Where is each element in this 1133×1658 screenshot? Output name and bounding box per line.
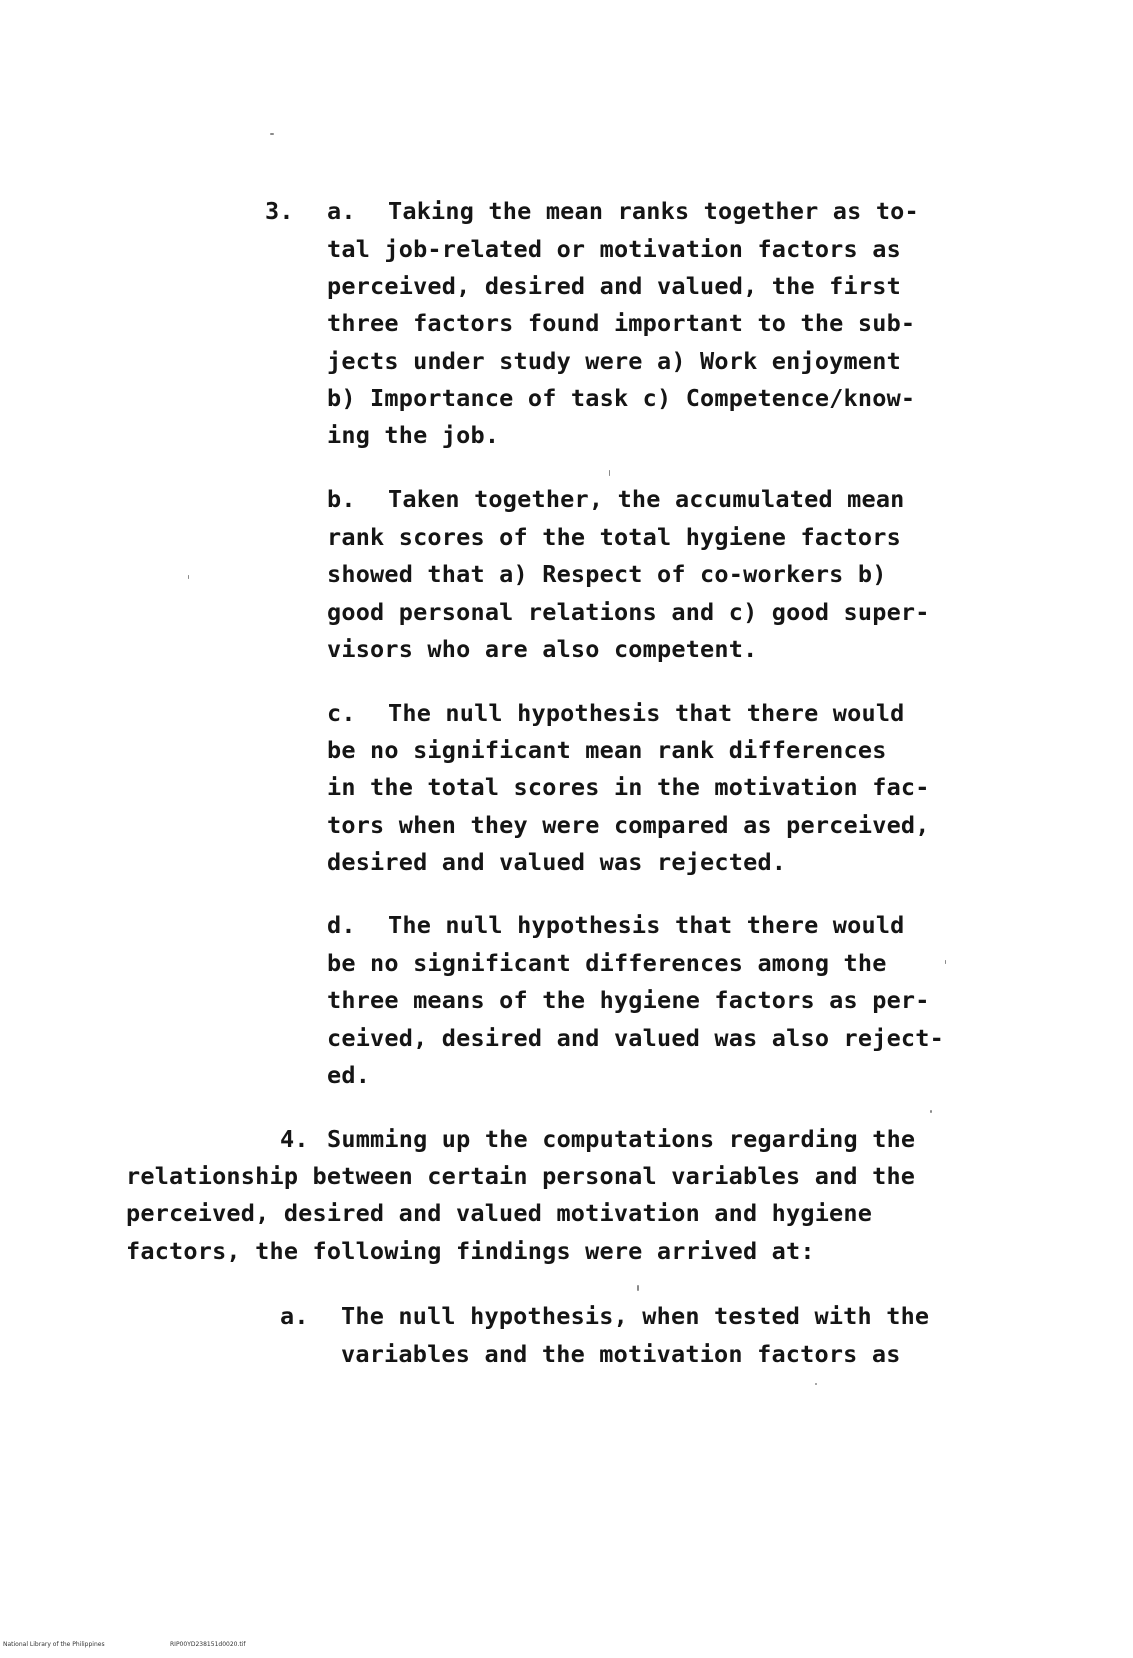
footer-library-name: National Library of the Philippines <box>3 1641 105 1648</box>
sub-item-letter: a. <box>280 1302 309 1330</box>
paragraph-line: good personal relations and c) good super- <box>327 598 930 626</box>
paragraph-line: perceived, desired and valued, the first <box>327 272 901 300</box>
paragraph-line: visors who are also competent. <box>327 635 758 663</box>
paragraph-line: tal job-related or motivation factors as <box>327 235 901 263</box>
paragraph-line: relationship between certain personal variables and the <box>126 1162 916 1190</box>
scan-speck <box>270 133 274 135</box>
paragraph-line: be no significant mean rank differences <box>327 736 887 764</box>
scan-speck <box>188 575 189 579</box>
item-number: 4. <box>280 1125 309 1153</box>
paragraph-line: The null hypothesis, when tested with the <box>341 1302 930 1330</box>
paragraph-line: rank scores of the total hygiene factors <box>327 523 901 551</box>
paragraph-line: Taking the mean ranks together as to- <box>388 197 919 225</box>
scan-speck <box>930 1110 932 1113</box>
paragraph-line: perceived, desired and valued motivation and hygiene <box>126 1199 873 1227</box>
sub-item-letter: a. <box>327 197 356 225</box>
paragraph-line: The null hypothesis that there would <box>388 911 905 939</box>
sub-item-letter: d. <box>327 911 356 939</box>
paragraph-line: ing the job. <box>327 421 500 449</box>
scan-speck <box>637 1285 639 1291</box>
paragraph-line: be no significant differences among the <box>327 949 887 977</box>
scan-speck <box>945 960 946 964</box>
paragraph-line: factors, the following findings were arrived at: <box>126 1237 815 1265</box>
item-number: 3. <box>265 197 294 225</box>
paragraph-line: jects under study were a) Work enjoyment <box>327 347 901 375</box>
paragraph-line: tors when they were compared as perceived, <box>327 811 930 839</box>
sub-item-letter: b. <box>327 485 356 513</box>
paragraph-line: ed. <box>327 1061 371 1089</box>
footer-file-name: RIP00YD238151d0020.tif <box>170 1641 246 1648</box>
paragraph-line: showed that a) Respect of co-workers b) <box>327 560 887 588</box>
scan-speck <box>609 470 610 476</box>
paragraph-line: b) Importance of task c) Competence/know- <box>327 384 916 412</box>
paragraph-line: Summing up the computations regarding the <box>327 1125 916 1153</box>
paragraph-line: in the total scores in the motivation fac- <box>327 773 930 801</box>
sub-item-letter: c. <box>327 699 356 727</box>
paragraph-line: variables and the motivation factors as <box>341 1340 901 1368</box>
paragraph-line: The null hypothesis that there would <box>388 699 905 727</box>
paragraph-line: three factors found important to the sub- <box>327 309 916 337</box>
scan-speck <box>815 1383 817 1385</box>
paragraph-line: three means of the hygiene factors as per- <box>327 986 930 1014</box>
paragraph-line: ceived, desired and valued was also reject- <box>327 1024 944 1052</box>
paragraph-line: Taken together, the accumulated mean <box>388 485 905 513</box>
paragraph-line: desired and valued was rejected. <box>327 848 787 876</box>
